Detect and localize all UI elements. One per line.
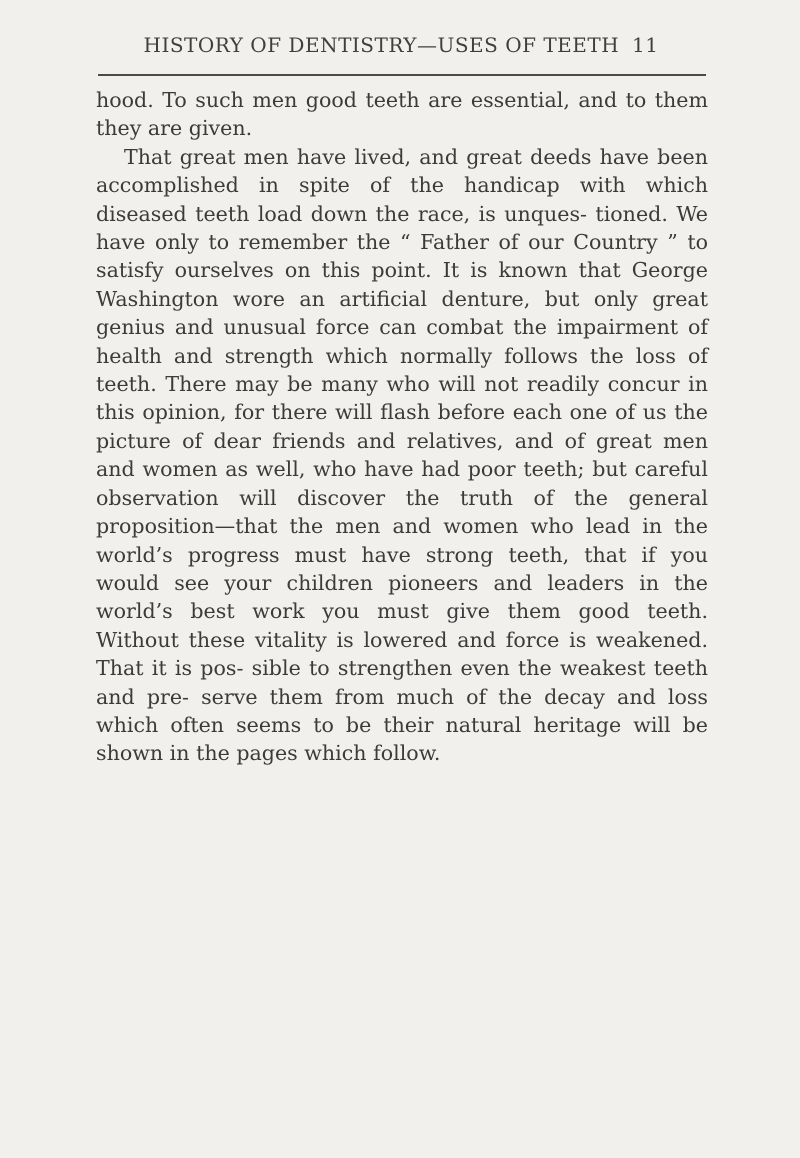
paragraph-continued: hood. To such men good teeth are essential, and to them they are given.	[96, 88, 708, 141]
page-number: 11	[632, 33, 659, 57]
running-head	[96, 33, 706, 57]
header-rule	[98, 74, 706, 76]
paragraph-main: That great men have lived, and great deeds have been accomplished in spite of the handicap with which diseased teeth load down the race, is unques- tioned. We have only to remember the “ Father of our Country ” to satisfy ourselves on this point. It is known that George Washington wore an artificial denture, but only great genius and unusual force can combat the impairment of health and strength which normally follows the loss of teeth. There may be many who will not readily concur in this opinion, for there will flash before each one of us the picture of dear friends and relatives, and of great men and women as well, who have had poor teeth; but careful observation will discover the truth of the general proposition—that the men and women who lead in the world’s progress must have strong teeth, that if you would see your children pioneers and leaders in the world’s best work you must give them good teeth. Without these vitality is lowered and force is weakened. That it is pos- sible to strengthen even the weakest teeth and pre- serve them from much of the decay and loss which often seems to be their natural heritage will be shown in the pages which follow.	[96, 144, 708, 766]
body-text	[96, 86, 708, 768]
running-title: HISTORY OF DENTISTRY—USES OF TEETH	[143, 33, 620, 57]
